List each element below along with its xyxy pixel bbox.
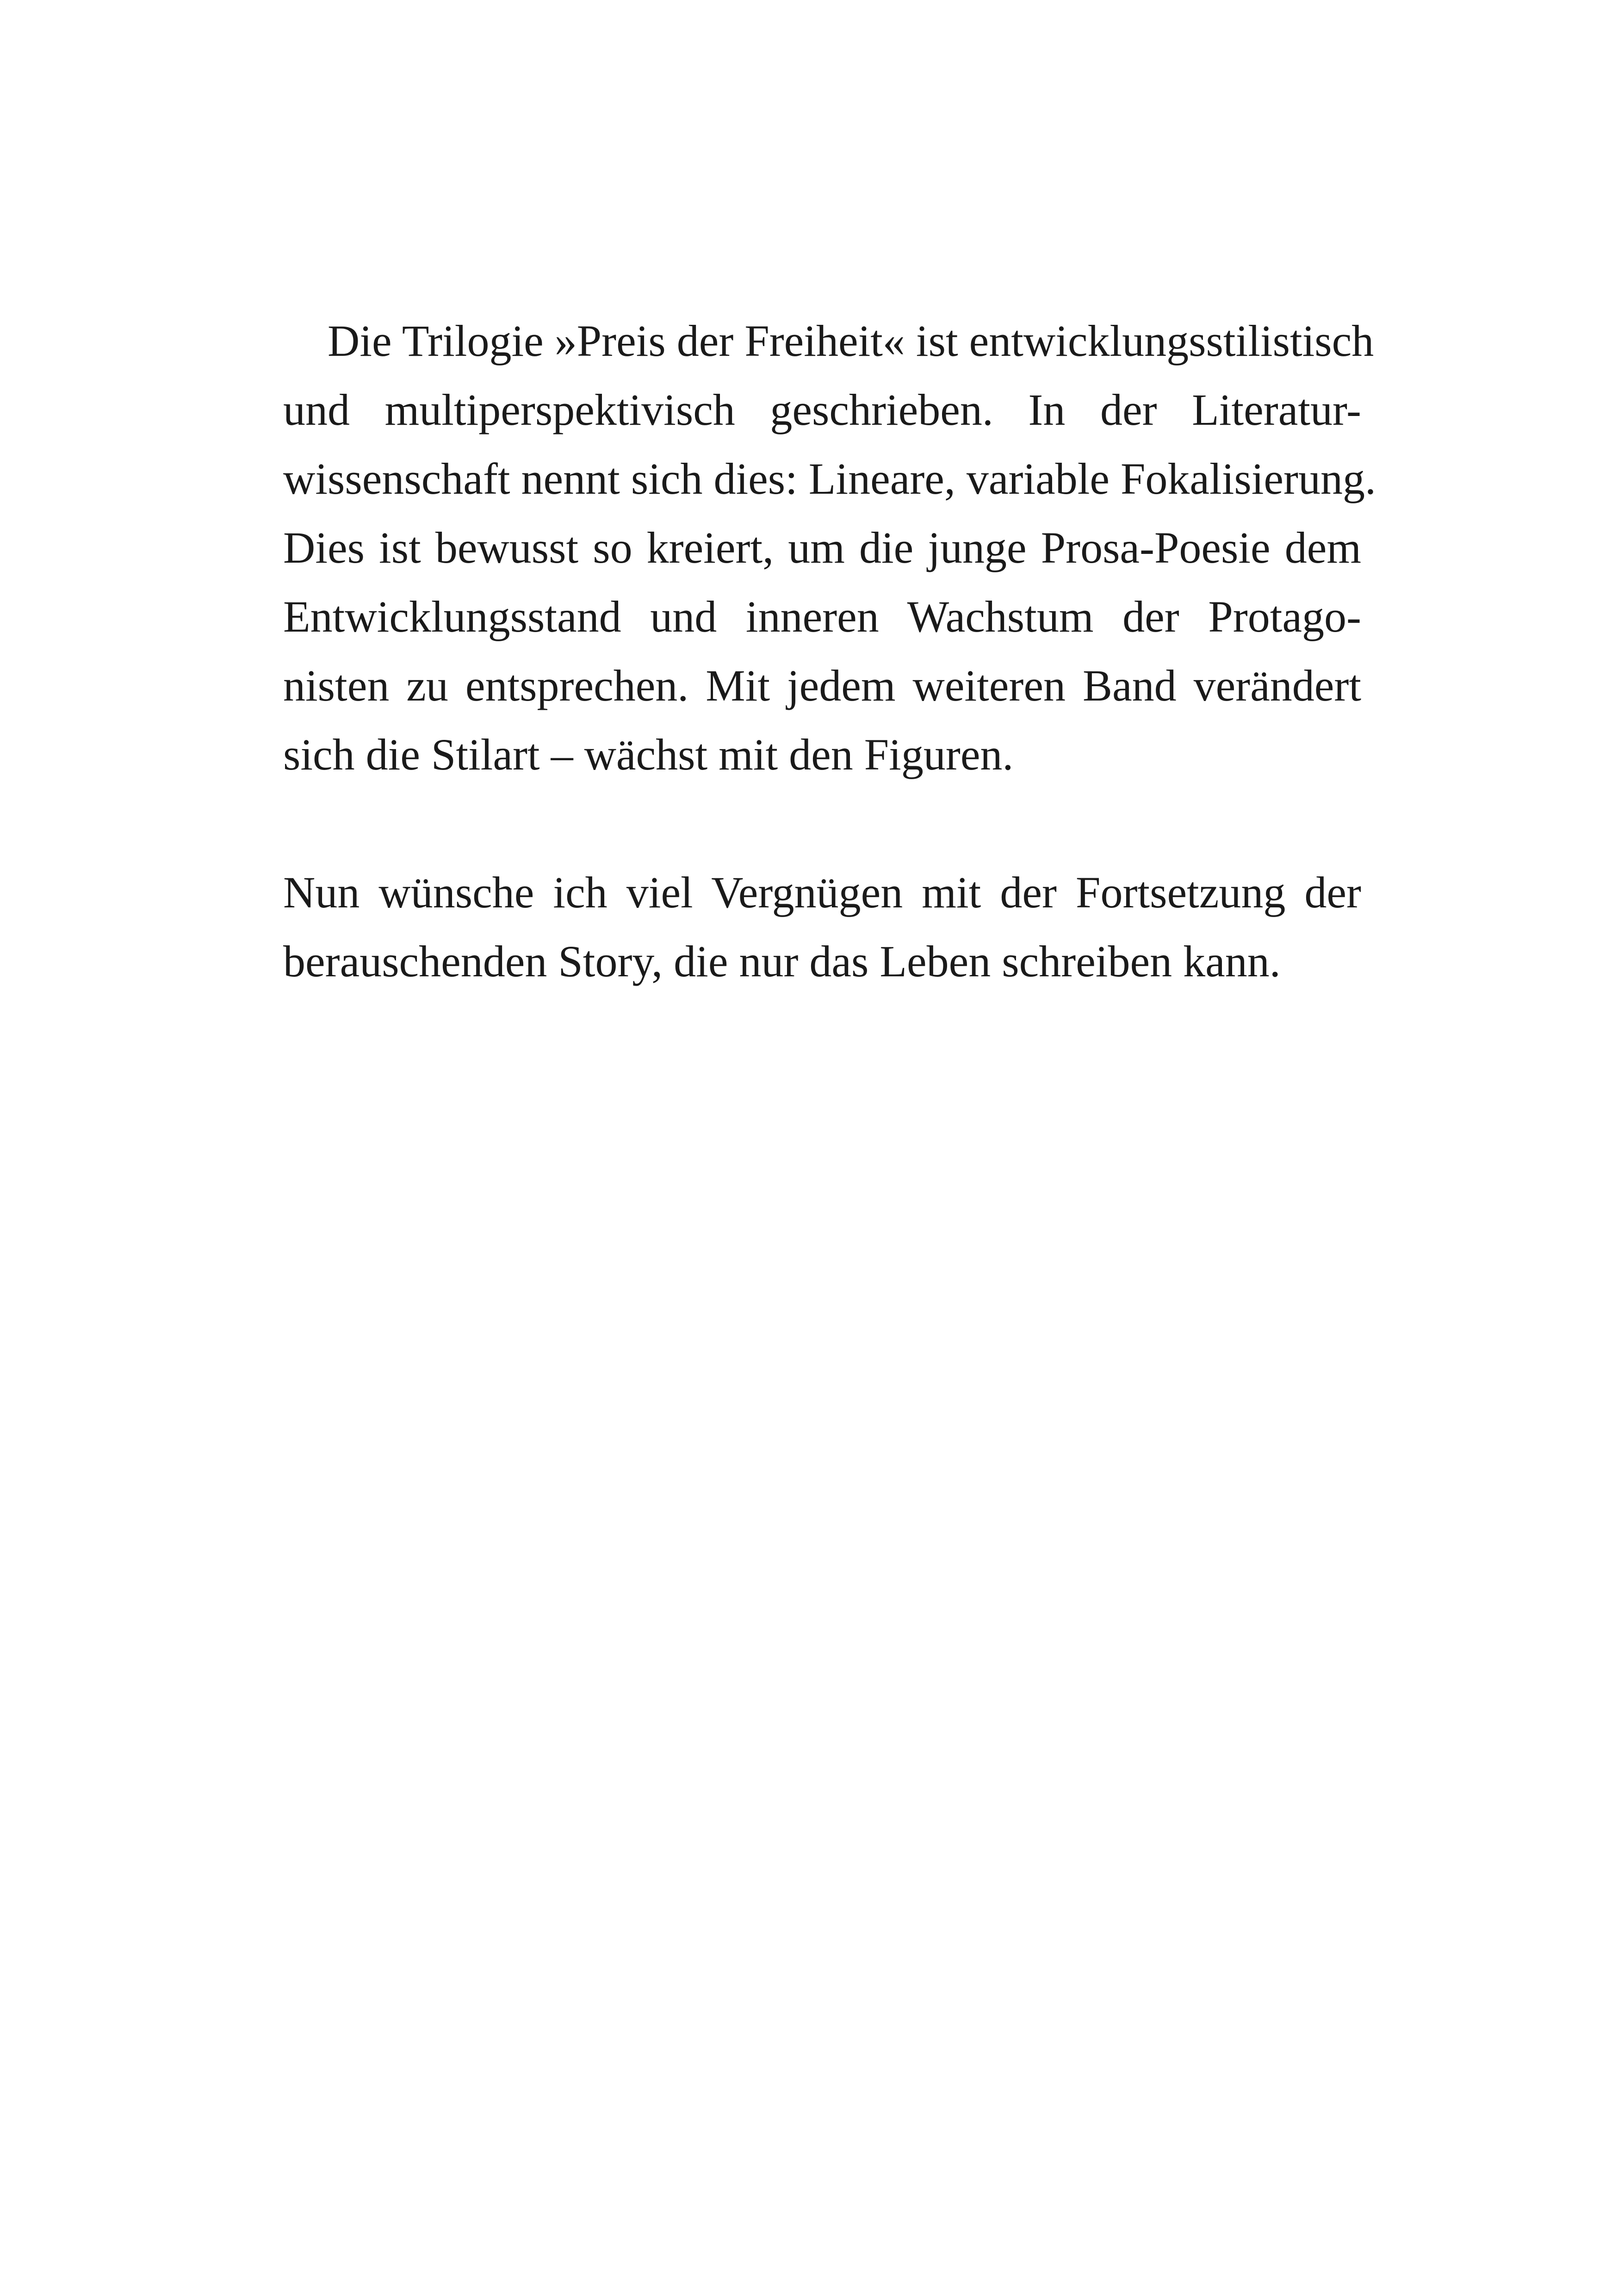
text-line: wissenschaft nennt sich dies: Lineare, variable Fokalisierung.: [283, 454, 1376, 503]
text-line: Die Trilogie »Preis der Freiheit« ist entwicklungsstilistisch: [328, 316, 1374, 366]
text-line: Dies ist bewusst so kreiert, um die junge Prosa-Poesie dem: [283, 523, 1361, 572]
body-text: [283, 306, 1376, 996]
text-line: sich die Stilart – wächst mit den Figuren.: [283, 730, 1014, 779]
text-line: Nun wünsche ich viel Vergnügen mit der Fortsetzung der: [283, 868, 1361, 917]
paragraph-closing: [283, 858, 1361, 996]
paragraph-intro: [283, 306, 1376, 789]
text-line: berauschenden Story, die nur das Leben schreiben kann.: [283, 937, 1281, 986]
text-line: nisten zu entsprechen. Mit jedem weiteren Band verändert: [283, 661, 1361, 710]
text-line: und multiperspektivisch geschrieben. In der Literatur-: [283, 385, 1361, 434]
text-line: Entwicklungsstand und inneren Wachstum der Protago-: [283, 592, 1361, 641]
